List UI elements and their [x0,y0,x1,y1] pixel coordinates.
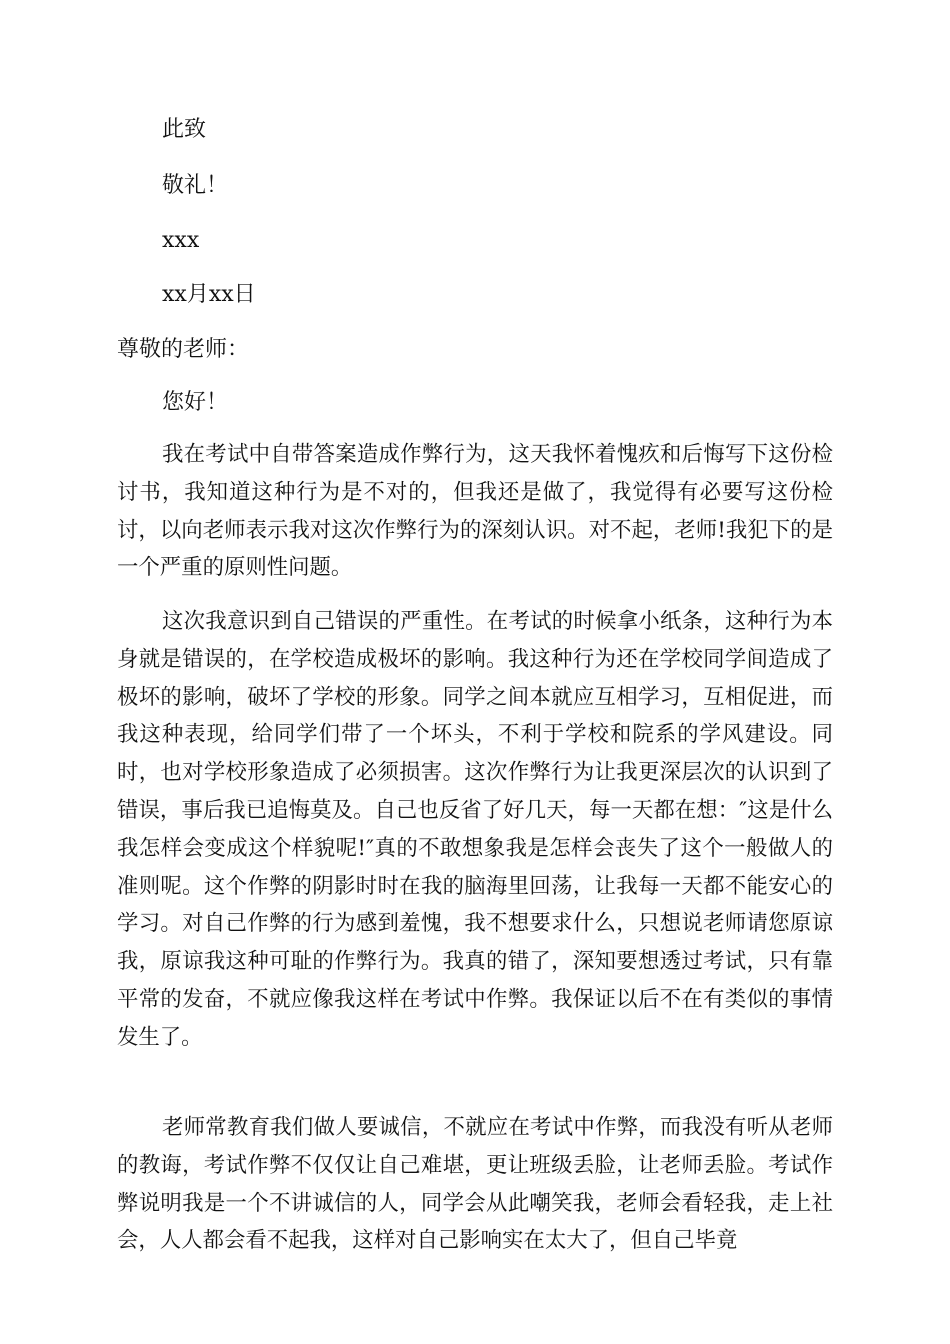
closing-respect: 敬礼！ [162,173,229,198]
letter-hello: 您好！ [162,390,229,415]
paragraph-1: 我在考试中自带答案造成作弊行为，这天我怀着愧疚和后悔写下这份检讨书，我知道这种行为是不对的，但我还是做了，我觉得有必要写这份检讨，以向老师表示我对这次作弊行为的深刻认识。对不起，老师!我犯下的是一个严重的原则性问题。 [117,442,833,581]
paragraph-2: 这次我意识到自己错误的严重性。在考试的时候拿小纸条，这种行为本身就是错误的，在学校造成极坏的影响。我这种行为还在学校同学间造成了极坏的影响，破坏了学校的形象。同学之间本就应互相学习，互相促进，而我这种表现，给同学们带了一个坏头，不利于学校和院系的学风建设。同时，也对学校形象造成了必须损害。这次作弊行为让我更深层次的认识到了错误，事后我已追悔莫及。自己也反省了好几天，每一天都在想：″这是什么我怎样会变成这个样貌呢!″真的不敢想象我是怎样会丧失了这个一般做人的准则呢。这个作弊的阴影时时在我的脑海里回荡，让我每一天都不能安心的学习。对自己作弊的行为感到羞愧，我不想要求什么，只想说老师请您原谅我，原谅我这种可耻的作弊行为。我真的错了，深知要想透过考试，只有靠平常的发奋，不就应像我这样在考试中作弊。我保证以后不在有类似的事情发生了。 [117,609,833,1050]
letter-greeting: 尊敬的老师： [117,337,250,362]
closing-signature: xxx [162,228,200,253]
closing-salutation: 此致 [162,117,207,142]
closing-date: xx月xx日 [162,282,256,307]
paragraph-3: 老师常教育我们做人要诚信，不就应在考试中作弊，而我没有听从老师的教诲，考试作弊不仅仅让自己难堪，更让班级丢脸，让老师丢脸。考试作弊说明我是一个不讲诚信的人，同学会从此嘲笑我，老师会看轻我，走上社会，人人都会看不起我，这样对自己影响实在太大了，但自己毕竟 [117,1115,833,1254]
